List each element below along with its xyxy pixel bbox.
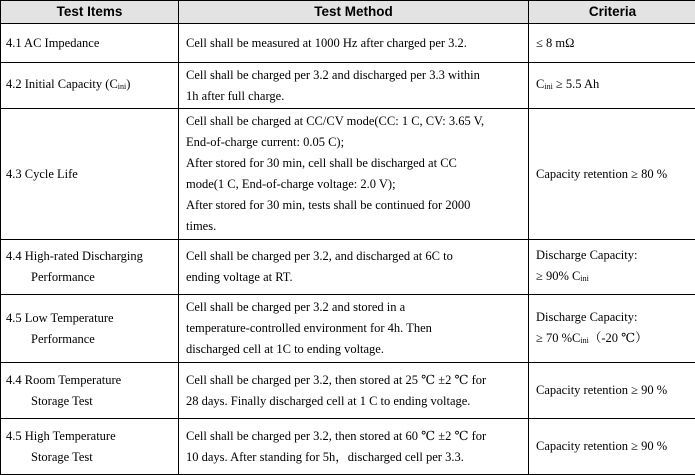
method-line: Cell shall be charged per 3.2, and discharged at 6C to bbox=[186, 249, 453, 263]
method-line: 10 days. After standing for 5h，discharged cell per 3.3. bbox=[186, 449, 464, 464]
test-item-text: Performance bbox=[31, 270, 95, 284]
criteria-part: C bbox=[536, 77, 545, 91]
header-row bbox=[1, 1, 695, 24]
criteria-cell bbox=[529, 419, 695, 475]
criteria-text: Capacity retention ≥ 90 % bbox=[536, 439, 668, 453]
method-line: Cell shall be charged at CC/CV mode(CC: 1 C, CV: 3.65 V, bbox=[186, 114, 485, 128]
table-row bbox=[1, 419, 695, 475]
method-line: times. bbox=[186, 219, 217, 233]
criteria-text bbox=[536, 266, 689, 289]
criteria-cell bbox=[529, 24, 695, 63]
method-line: 1h after full charge. bbox=[186, 88, 285, 103]
table-row bbox=[1, 240, 695, 295]
subscript: ini bbox=[580, 274, 589, 283]
test-method-cell bbox=[179, 295, 529, 363]
test-method-cell bbox=[179, 109, 529, 240]
test-item-text: 4.1 AC Impedance bbox=[6, 35, 100, 50]
test-item-text bbox=[6, 74, 171, 97]
method-line: mode(1 C, End-of-charge voltage: 2.0 V); bbox=[186, 177, 396, 191]
criteria-cell bbox=[529, 295, 695, 363]
table-row bbox=[1, 24, 695, 63]
method-line: Cell shall be charged per 3.2 and stored in a bbox=[186, 300, 406, 314]
test-method-cell bbox=[179, 63, 529, 109]
criteria-text: Capacity retention ≥ 90 % bbox=[536, 383, 668, 397]
criteria-part: ≥ 70 %C bbox=[536, 330, 581, 345]
criteria-text bbox=[536, 328, 689, 351]
criteria-cell bbox=[529, 240, 695, 295]
test-method-cell bbox=[179, 24, 529, 63]
test-item-text: Storage Test bbox=[31, 393, 93, 408]
table-row bbox=[1, 63, 695, 109]
table-row bbox=[1, 363, 695, 419]
header-criteria: Criteria bbox=[529, 1, 695, 24]
criteria-part: ≥ 5.5 Ah bbox=[552, 77, 600, 91]
header-test-items: Test Items bbox=[1, 1, 179, 24]
table-row bbox=[1, 109, 695, 240]
criteria-cell bbox=[529, 109, 695, 240]
criteria-cell bbox=[529, 63, 695, 109]
subscript: ini bbox=[117, 82, 127, 91]
criteria-text: Discharge Capacity: bbox=[536, 248, 638, 262]
test-item-cell bbox=[1, 109, 179, 240]
test-method-cell bbox=[179, 419, 529, 475]
test-method-cell bbox=[179, 363, 529, 419]
criteria-text: Discharge Capacity: bbox=[536, 309, 638, 324]
method-line: End-of-charge current: 0.05 C); bbox=[186, 135, 345, 149]
test-item-cell bbox=[1, 240, 179, 295]
header-test-method: Test Method bbox=[179, 1, 529, 24]
test-item-text: 4.5 Low Temperature bbox=[6, 310, 114, 325]
criteria-text: Capacity retention ≥ 80 % bbox=[536, 166, 668, 181]
method-line: After stored for 30 min, cell shall be discharged at CC bbox=[186, 156, 457, 170]
test-item-text: Storage Test bbox=[31, 449, 93, 464]
test-item-text: 4.4 High-rated Discharging bbox=[6, 249, 143, 263]
test-item-cell bbox=[1, 295, 179, 363]
test-item-cell bbox=[1, 63, 179, 109]
criteria-part: ≥ 90% C bbox=[536, 269, 581, 283]
test-item-text: 4.3 Cycle Life bbox=[6, 166, 78, 181]
method-line: Cell shall be charged per 3.2, then stored at 25 ℃ ±2 ℃ for bbox=[186, 372, 487, 387]
test-item-text: 4.4 Room Temperature bbox=[6, 372, 122, 387]
method-line: Cell shall be charged per 3.2, then stored at 60 ℃ ±2 ℃ for bbox=[186, 428, 487, 443]
method-line: discharged cell at 1C to ending voltage. bbox=[186, 342, 384, 356]
test-item-text: 4.5 High Temperature bbox=[6, 428, 116, 443]
criteria-text bbox=[536, 74, 689, 97]
method-line: Cell shall be charged per 3.2 and discharged per 3.3 within bbox=[186, 67, 480, 82]
criteria-text: ≤ 8 mΩ bbox=[536, 35, 575, 50]
test-item-cell bbox=[1, 363, 179, 419]
test-item-text: Performance bbox=[31, 331, 95, 346]
test-method-cell bbox=[179, 240, 529, 295]
subscript: ini bbox=[544, 82, 553, 91]
method-line: After stored for 30 min, tests shall be continued for 2000 bbox=[186, 198, 471, 212]
test-item-cell bbox=[1, 24, 179, 63]
method-line: temperature-controlled environment for 4h. Then bbox=[186, 321, 432, 335]
item-text-part: ) bbox=[126, 77, 131, 91]
criteria-part: （-20 ℃） bbox=[588, 330, 648, 345]
method-line: 28 days. Finally discharged cell at 1 C to ending voltage. bbox=[186, 393, 471, 408]
table-row bbox=[1, 295, 695, 363]
item-text-part: 4.2 Initial Capacity (C bbox=[6, 77, 118, 91]
criteria-cell bbox=[529, 363, 695, 419]
subscript: ini bbox=[580, 335, 589, 345]
method-line: ending voltage at RT. bbox=[186, 270, 293, 284]
test-item-cell bbox=[1, 419, 179, 475]
method-line: Cell shall be measured at 1000 Hz after charged per 3.2. bbox=[186, 35, 467, 50]
